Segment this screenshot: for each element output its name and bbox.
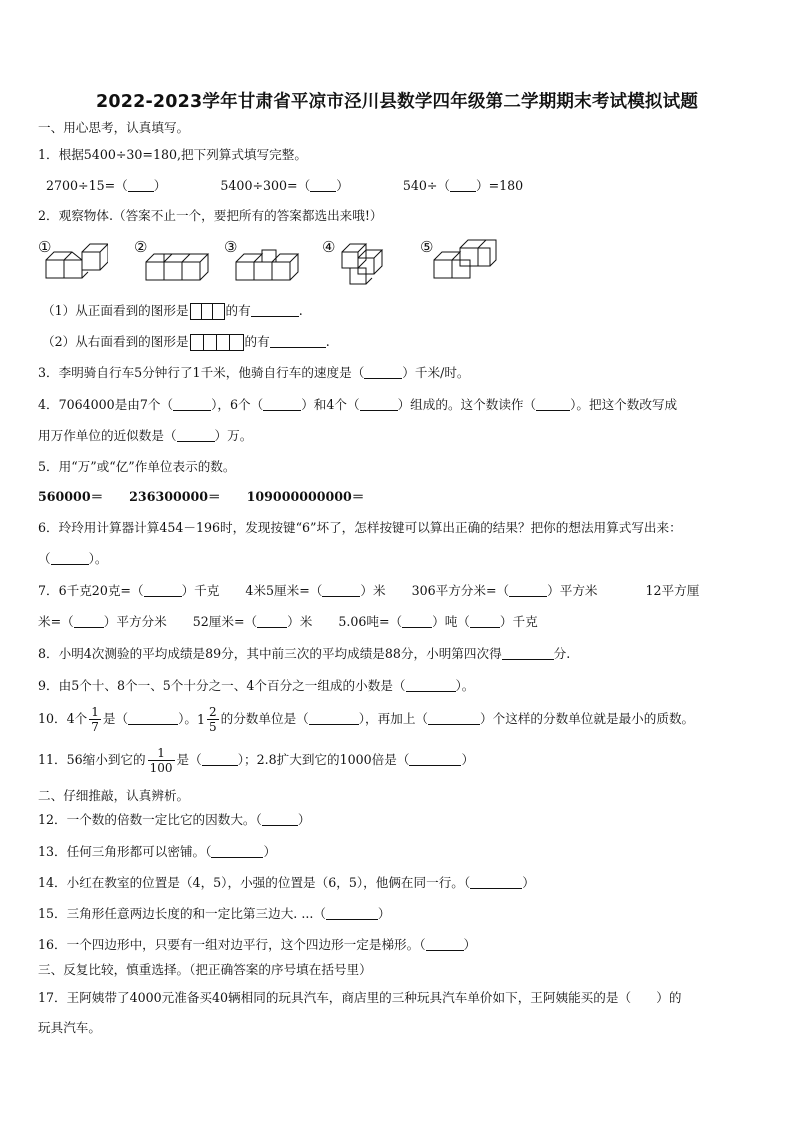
answer-blank[interactable] bbox=[173, 397, 211, 411]
question-6-line-1: 6．玲玲用计算器计算454－196时，发现按键“6”坏了，怎样按键可以算出正确的结果？把你的想法用算式写出来： bbox=[38, 520, 682, 535]
cube-drawing bbox=[420, 238, 500, 286]
question-1: 1．根据5400÷30=180,把下列算式填写完整。 bbox=[38, 147, 307, 162]
cube-drawing bbox=[38, 238, 108, 286]
question-6-line-2: （ ）。 bbox=[38, 551, 108, 566]
answer-blank[interactable] bbox=[450, 178, 476, 192]
question-9: 9．由5个十、8个一、5个十分之一、4个百分之一组成的小数是（ ）。 bbox=[38, 678, 475, 693]
answer-blank[interactable] bbox=[310, 178, 336, 192]
answer-blank[interactable] bbox=[74, 614, 104, 628]
question-2: 2．观察物体.（答案不止一个，要把所有的答案都选出来哦!） bbox=[38, 208, 383, 223]
fraction-two-fifths: $\frac{2}{5}$ bbox=[208, 705, 217, 734]
four-square-shape-icon bbox=[190, 334, 244, 351]
answer-blank[interactable] bbox=[509, 583, 547, 597]
question-17-line-2: 玩具汽车。 bbox=[38, 1020, 101, 1035]
answer-blank[interactable] bbox=[426, 937, 464, 951]
question-12: 12．一个数的倍数一定比它的因数大。（ ） bbox=[38, 812, 311, 827]
answer-blank[interactable] bbox=[470, 614, 500, 628]
fraction-one-seventh: $\frac{1}{7}$ bbox=[91, 705, 99, 734]
answer-blank[interactable] bbox=[51, 551, 89, 565]
question-4-line-1: 4．7064000是由7个（ ），6个（ ）和4个（ ）组成的。这个数读作（ ）。把这个数改写成 bbox=[38, 397, 678, 412]
answer-blank[interactable] bbox=[270, 334, 326, 348]
page-title: 2022-2023学年甘肃省平凉市泾川县数学四年级第二学期期末考试模拟试题 bbox=[95, 92, 699, 112]
question-2-part-1: （1）从正面看到的图形是 的有 . bbox=[42, 303, 303, 318]
fraction-one-hundredth: $\frac{1}{100}$ bbox=[149, 746, 173, 775]
cube-drawing bbox=[134, 238, 210, 286]
answer-blank[interactable] bbox=[202, 752, 238, 766]
answer-blank[interactable] bbox=[402, 614, 432, 628]
eq-b: 5400÷300=（ bbox=[220, 178, 311, 193]
question-14: 14．小红在教室的位置是（4，5），小强的位置是（6，5），他俩在同一行。（ ） bbox=[38, 875, 535, 890]
eq-a: 2700÷15=（ bbox=[46, 178, 128, 193]
question-1-equations: 2700÷15=（ ） 5400÷300=（ ） 540÷（ ）=180 bbox=[46, 178, 524, 193]
answer-blank[interactable] bbox=[502, 646, 554, 660]
question-2-part-2: （2）从右面看到的图形是 的有 . bbox=[42, 334, 330, 349]
question-16: 16．一个四边形中，只要有一组对边平行，这个四边形一定是梯形。（ ） bbox=[38, 937, 477, 952]
answer-blank[interactable] bbox=[309, 711, 359, 725]
cube-drawing bbox=[224, 238, 304, 286]
two-square-shape-icon bbox=[190, 303, 225, 320]
answer-blank[interactable] bbox=[364, 365, 402, 379]
answer-blank[interactable] bbox=[211, 844, 263, 858]
question-15: 15．三角形任意两边长度的和一定比第三边大. ...（ ） bbox=[38, 906, 391, 921]
question-3: 3．李明骑自行车5分钟行了1千米，他骑自行车的速度是（ ）千米/时。 bbox=[38, 365, 470, 380]
answer-blank[interactable] bbox=[470, 875, 522, 889]
question-5-items: 560000＝ 236300000＝ 109000000000＝ bbox=[38, 489, 365, 504]
answer-blank[interactable] bbox=[128, 178, 154, 192]
section-3-heading: 三、反复比较，慎重选择。（把正确答案的序号填在括号里） bbox=[38, 962, 372, 977]
answer-blank[interactable] bbox=[406, 678, 456, 692]
answer-blank[interactable] bbox=[428, 711, 480, 725]
answer-blank[interactable] bbox=[144, 583, 182, 597]
answer-blank[interactable] bbox=[326, 906, 378, 920]
question-7-line-2: 米=（ ）平方分米 52厘米=（ ）米 5.06吨=（ ）吨（ ）千克 bbox=[38, 614, 538, 629]
answer-blank[interactable] bbox=[257, 614, 287, 628]
answer-blank[interactable] bbox=[263, 397, 301, 411]
question-7-line-1: 7．6千克20克=（ ）千克 4米5厘米=（ ）米 306平方分米=（ ）平方米 12平方厘 bbox=[38, 583, 700, 598]
section-1-heading: 一、用心思考，认真填写。 bbox=[38, 120, 190, 135]
answer-blank[interactable] bbox=[322, 583, 360, 597]
answer-blank[interactable] bbox=[251, 303, 299, 317]
question-8: 8．小明4次测验的平均成绩是89分，其中前三次的平均成绩是88分，小明第四次得 分. bbox=[38, 646, 571, 661]
question-11: 11．56缩小到它的 $\frac{1}{100}$ 是（ ）；2.8扩大到它的1000倍是（ ） bbox=[38, 746, 475, 775]
question-4-line-2: 用万作单位的近似数是（ ）万。 bbox=[38, 428, 253, 443]
cube-figures: ① ② ③ ④ ⑤ bbox=[38, 238, 758, 288]
eq-c: 540÷（ bbox=[402, 178, 451, 193]
question-17-line-1: 17．王阿姨带了4000元准备买40辆相同的玩具汽车，商店里的三种玩具汽车单价如下，王阿姨能买的是（ ）的 bbox=[38, 990, 682, 1005]
answer-blank[interactable] bbox=[360, 397, 398, 411]
question-5: 5．用“万”或“亿”作单位表示的数。 bbox=[38, 459, 236, 474]
section-2-heading: 二、仔细推敲，认真辨析。 bbox=[38, 788, 190, 803]
cube-drawing bbox=[322, 238, 392, 288]
answer-blank[interactable] bbox=[262, 812, 298, 826]
answer-blank[interactable] bbox=[177, 428, 215, 442]
question-10: 10．4个 $\frac{1}{7}$ 是（ ）。1 $\frac{2}{5}$ 的分数单位是（ ），再加上（ ）个这样的分数单位就是最小的质数。 bbox=[38, 705, 695, 734]
answer-blank[interactable] bbox=[409, 752, 461, 766]
question-13: 13．任何三角形都可以密铺。（ ） bbox=[38, 844, 277, 859]
answer-blank[interactable] bbox=[536, 397, 570, 411]
answer-blank[interactable] bbox=[128, 711, 178, 725]
